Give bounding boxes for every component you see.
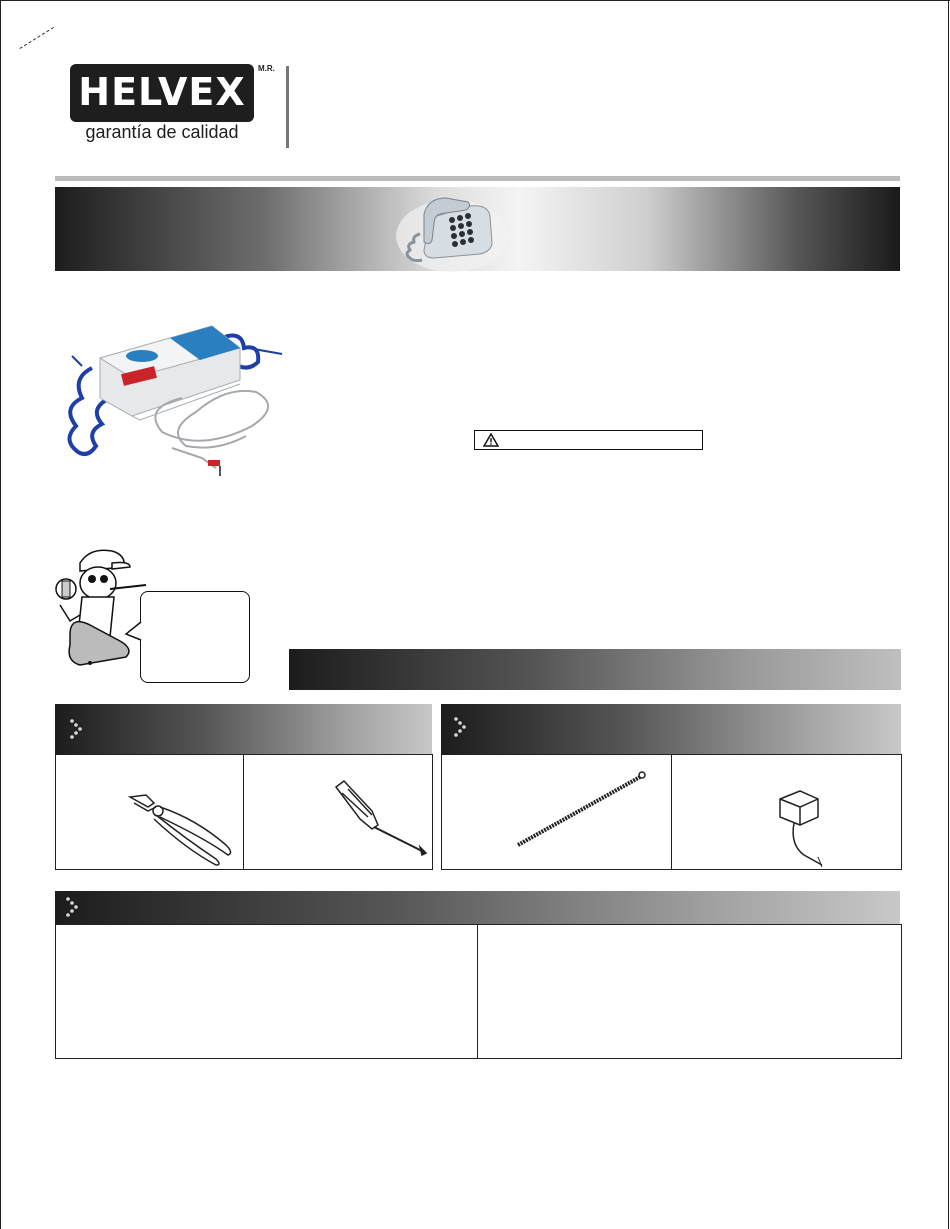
specifications-left-box: [55, 924, 479, 1059]
tool-screwdriver-box: [243, 754, 433, 870]
brand-tagline: garantía de calidad: [85, 122, 239, 142]
tools-section-header: [55, 704, 432, 754]
pliers-icon: [56, 755, 244, 869]
brand-logo-text: HELVEX: [78, 70, 246, 114]
included-section-header: [441, 704, 901, 754]
chevron-dots-icon: [69, 718, 83, 740]
registered-mark: M.R.: [258, 64, 275, 73]
page-border-left: [0, 0, 1, 1229]
header-divider: [286, 66, 289, 148]
speech-bubble-tail: [124, 620, 144, 644]
chevron-dots-icon: [453, 716, 467, 738]
page-border-top: [0, 0, 950, 1]
specifications-right-box: [477, 924, 902, 1059]
warning-label: [474, 430, 703, 450]
page-border-right: [948, 0, 949, 1229]
warning-triangle-icon: [483, 433, 499, 447]
screwdriver-icon: [244, 755, 432, 869]
power-adapter-icon: [672, 755, 901, 869]
included-cable-tie-box: [441, 754, 673, 870]
speech-bubble: [140, 591, 250, 683]
specifications-section-header: [55, 891, 900, 924]
fold-mark: [19, 27, 54, 50]
banner-top-rule: [55, 176, 900, 181]
section-header-bar: [289, 649, 901, 690]
included-power-adapter-box: [671, 754, 902, 870]
tool-pliers-box: [55, 754, 245, 870]
cable-tie-icon: [442, 755, 672, 869]
chevron-dots-icon: [65, 896, 79, 918]
mascot-illustration: [50, 545, 150, 675]
product-photo: [52, 318, 284, 478]
telephone-icon: [390, 188, 510, 272]
